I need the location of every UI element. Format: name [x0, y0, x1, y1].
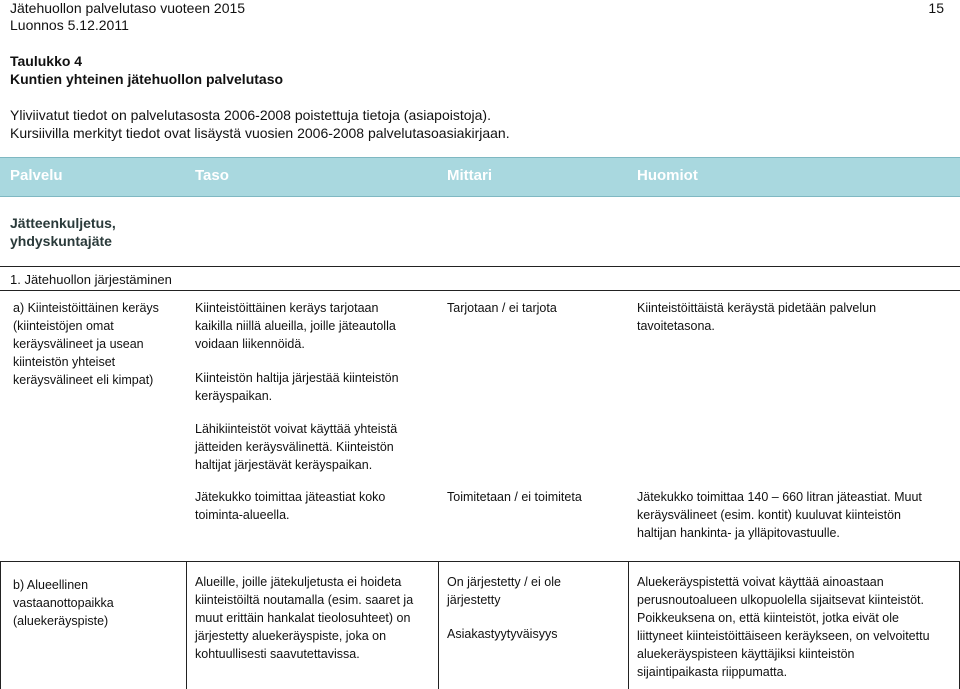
row-b-mittari: On järjestetty / ei ole järjestetty — [447, 575, 561, 607]
table-number: Taulukko 4 — [10, 53, 83, 69]
row-a2-mittari: Toimitetaan / ei toimiteta — [447, 490, 582, 504]
column-rule — [628, 562, 629, 689]
note-strikethrough: Yliviivatut tiedot on palvelutasosta 2006-2008 poistettuja tietoja (asiapoistoja). — [10, 107, 491, 123]
column-header-huomiot: Huomiot — [637, 167, 698, 184]
row-b-taso: Alueille, joille jätekuljetusta ei hoideta kiinteistöiltä noutamalla (esim. saaret ja muut erittäin hankalat tieolosuhteet) on järjestetty aluekeräyspiste, joka on kohtuullisesti saavutettavissa. — [195, 575, 414, 661]
row-a-taso-1: Kiinteistöittäinen keräys tarjotaan kaikilla niillä alueilla, joille jäteautolla voidaan liikennöidä. — [195, 301, 396, 351]
row-b-mittari-satisfaction: Asiakastyytyväisyys — [447, 627, 558, 641]
row-a-taso-2: Kiinteistön haltija järjestää kiinteistön keräyspaikan. — [195, 371, 399, 403]
column-header-palvelu: Palvelu — [10, 167, 63, 184]
row-a-taso-3: Lähikiinteistöt voivat käyttää yhteistä jätteiden keräysvälinettä. Kiinteistön haltijat järjestävät keräyspaikan. — [195, 422, 398, 472]
column-header-taso: Taso — [195, 167, 229, 184]
row-divider — [0, 266, 960, 267]
column-rule — [186, 562, 187, 689]
column-header-mittari: Mittari — [447, 167, 492, 184]
document-date: Luonnos 5.12.2011 — [10, 17, 129, 33]
column-rule — [438, 562, 439, 689]
row-divider — [0, 561, 960, 562]
note-italic: Kursiivilla merkityt tiedot ovat lisäystä vuosien 2006-2008 palvelutasoasiakirjaan. — [10, 125, 510, 141]
subsection-title: 1. Jätehuollon järjestäminen — [10, 272, 172, 287]
row-a2-huomiot: Jätekukko toimittaa 140 – 660 litran jäteastiat. Muut keräysvälineet (esim. kontit) kuuluvat kiinteistön haltijan hankinta- ja ylläpitovastuulle. — [637, 490, 922, 540]
column-rule — [0, 562, 1, 689]
row-a-palvelu: a) Kiinteistöittäinen keräys (kiinteistöjen omat keräysvälineet ja usean kiinteistön yhteiset keräysvälineet eli kimpat) — [13, 301, 159, 387]
row-a-huomiot: Kiinteistöittäistä keräystä pidetään palvelun tavoitetasona. — [637, 301, 877, 333]
row-b-huomiot: Aluekeräyspistettä voivat käyttää ainoastaan perusnoutoalueen ulkopuolella sijaitsevat kiinteistöt. Poikkeuksena on, että kiinteistöt, jotka eivät ole liittyneet kiinteistöittäiseen keräykseen, on velvoitettu aluekeräyspisteen käyttäjiksi kiinteistön sijaintipaikasta riippumatta. — [637, 575, 930, 679]
row-b-palvelu: b) Alueellinen vastaanottopaikka (aluekeräyspiste) — [13, 578, 114, 628]
row-a2-taso: Jätekukko toimittaa jäteastiat koko toiminta-alueella. — [195, 490, 386, 522]
document-title: Jätehuollon palvelutaso vuoteen 2015 — [10, 0, 246, 16]
section-title-line2: yhdyskuntajäte — [10, 233, 112, 249]
row-a-mittari: Tarjotaan / ei tarjota — [447, 301, 557, 315]
row-divider — [0, 290, 960, 291]
page-number: 15 — [928, 0, 944, 16]
table-title: Kuntien yhteinen jätehuollon palvelutaso — [10, 71, 284, 87]
section-title: Jätteenkuljetus, — [10, 215, 116, 231]
